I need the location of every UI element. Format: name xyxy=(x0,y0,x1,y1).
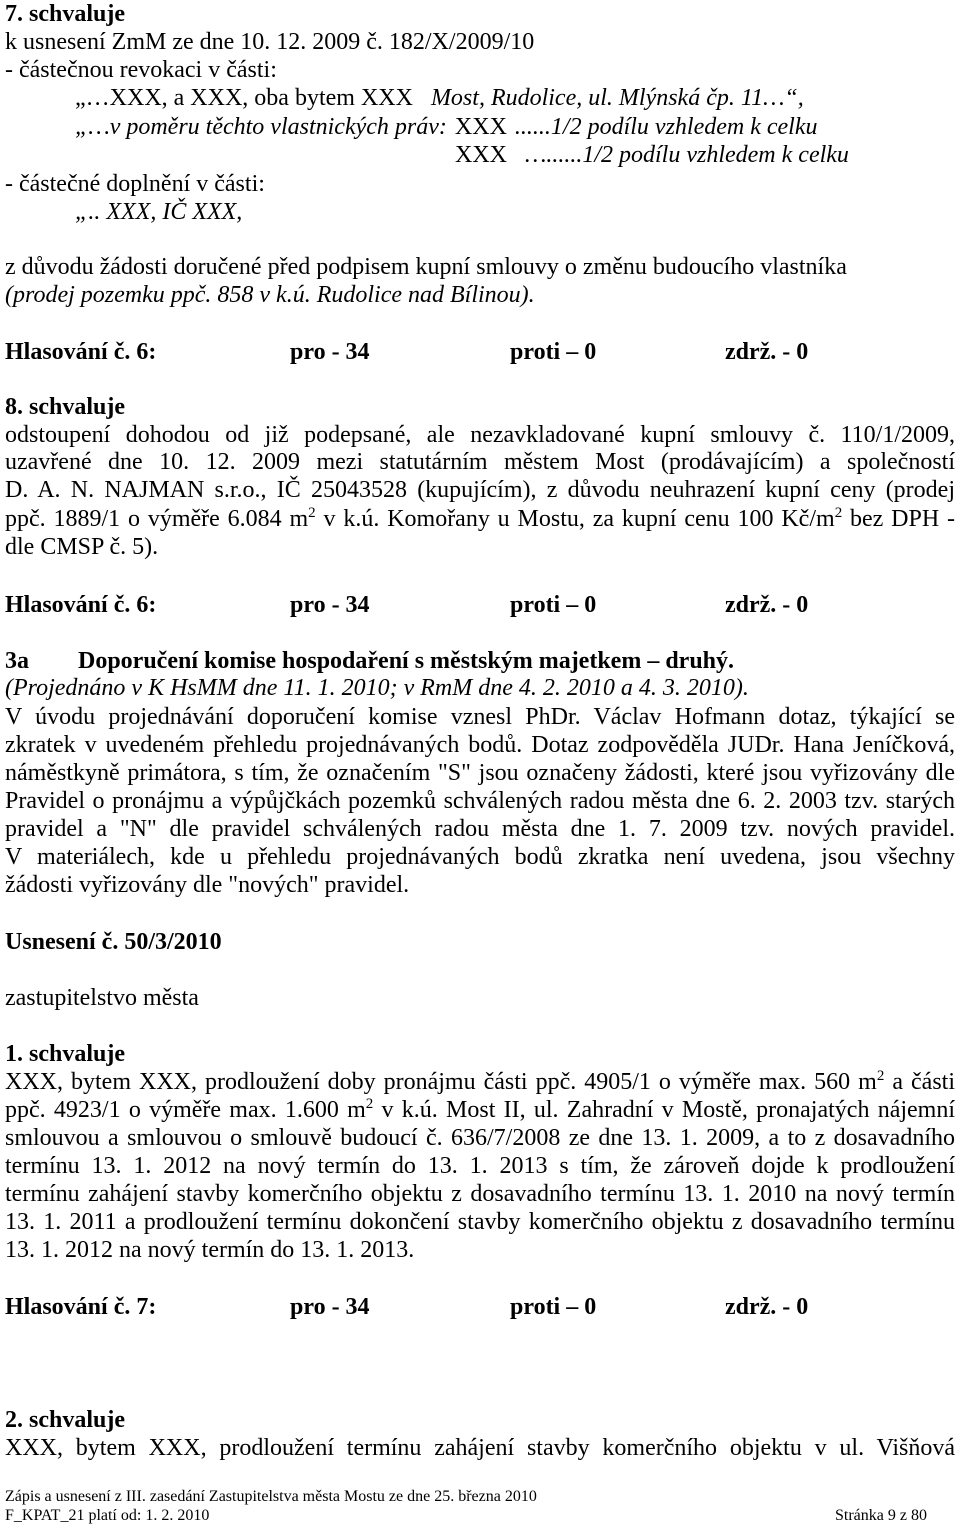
item1-line-2 xyxy=(5,1096,955,1124)
item7-reference: k usnesení ZmM ze dne 10. 12. 2009 č. 182/X/2009/10 xyxy=(5,29,535,55)
item7-reason-note: (prodej pozemku ppč. 858 v k.ú. Rudolice nad Bílinou). xyxy=(5,282,535,308)
item7-shares-line-2 xyxy=(455,141,849,169)
item1-line-1 xyxy=(5,1068,955,1096)
item7-revocation-address: Most, Rudolice, ul. Mlýnská čp. 11…“, xyxy=(430,85,804,111)
item7-addition-label: - částečné doplnění v části: xyxy=(5,171,265,197)
paragraph-line: Pravidel o pronájmu a výpůjčkách pozemků schválených radou města dne 6. 2. 2003 tzv. starých xyxy=(5,788,955,814)
footer-meta xyxy=(5,1507,955,1525)
text-after: v k.ú. Most II, ul. Zahradní v Mostě, pronajatých nájemní xyxy=(373,1097,955,1123)
item7-share-2-owner: XXX xyxy=(455,142,507,168)
item7-revocation-label: - částečnou revokaci v části: xyxy=(5,57,277,83)
paragraph-line: zkratek v uvedeném přehledu projednávaných bodů. Dotaz zodpověděla JUDr. Hana Jeníčková, xyxy=(5,732,955,758)
resolution-title: Usnesení č. 50/3/2010 xyxy=(5,929,222,955)
vote-for: pro - 34 xyxy=(290,592,370,618)
section-number: 3a xyxy=(5,648,29,674)
paragraph-line: pravidel a "N" dle pravidel schválených radou města dne 1. 7. 2009 tzv. nových pravidel. xyxy=(5,816,955,842)
section-title: Doporučení komise hospodaření s městským majetkem – druhý. xyxy=(78,648,735,674)
item1-vote xyxy=(5,1293,955,1321)
vote-against: proti – 0 xyxy=(510,592,597,618)
price-exponent: 2 xyxy=(834,505,843,521)
item7-addition-text: „.. XXX, IČ XXX, xyxy=(75,199,243,225)
resolution-body: zastupitelstvo města xyxy=(5,985,199,1011)
item8-last-line: dle CMSP č. 5). xyxy=(5,534,159,560)
item8-line: odstoupení dohodou od již podepsané, ale nezavkladované kupní smlouvy č. 110/1/2009, xyxy=(5,422,955,448)
area-text-before: ppč. 1889/1 o výměře 6.084 m xyxy=(5,506,309,532)
vote-against: proti – 0 xyxy=(510,1294,597,1320)
item1-heading: 1. schvaluje xyxy=(5,1041,125,1067)
item2-line-1: XXX, bytem XXX, prodloužení termínu zahájení stavby komerčního objektu v ul. Višňová xyxy=(5,1435,955,1461)
vote-against: proti – 0 xyxy=(510,339,597,365)
item7-revocation-parties: „…XXX, a XXX, oba bytem XXX xyxy=(75,85,413,111)
footer-title: Zápis a usnesení z III. zasedání Zastupitelstva města Mostu ze dne 25. března 2010 xyxy=(5,1488,537,1505)
vote-label: Hlasování č. 6: xyxy=(5,339,157,365)
vote-abstain: zdrž. - 0 xyxy=(725,592,809,618)
item2-heading: 2. schvaluje xyxy=(5,1407,125,1433)
item8-heading: 8. schvaluje xyxy=(5,394,125,420)
area-exponent: 2 xyxy=(308,505,316,521)
footer-form-code: F_KPAT_21 platí od: 1. 2. 2010 xyxy=(5,1507,210,1524)
section-3a-heading xyxy=(5,647,955,675)
item7-heading: 7. schvaluje xyxy=(5,1,125,27)
footer-page-number: Stránka 9 z 80 xyxy=(835,1507,927,1524)
section-3a-note: (Projednáno v K HsMM dne 11. 1. 2010; v RmM dne 4. 2. 2010 a 4. 3. 2010). xyxy=(5,675,749,701)
area-exponent: 2 xyxy=(365,1096,374,1112)
item1-line: termínu 13. 1. 2012 na nový termín do 13. 1. 2013 s tím, že zároveň dojde k prodloužení xyxy=(5,1153,955,1179)
area-text-middle: v k.ú. Komořany u Mostu, za kupní cenu 100 Kč/m xyxy=(315,506,835,532)
item7-vote xyxy=(5,338,955,366)
item7-shares-line-1 xyxy=(75,113,817,141)
item7-shares-intro: „…v poměru těchto vlastnických práv: xyxy=(75,114,447,140)
item8-area-line xyxy=(5,505,955,533)
item7-share-1-text: ......1/2 podílu vzhledem k celku xyxy=(514,114,818,140)
paragraph-line: V materiálech, kde u přehledu projednávaných bodů zkratka není uvedena, jsou všechny xyxy=(5,844,955,870)
text-after: a části xyxy=(884,1069,955,1095)
area-exponent: 2 xyxy=(876,1068,885,1084)
vote-label: Hlasování č. 6: xyxy=(5,592,157,618)
item7-reason: z důvodu žádosti doručené před podpisem kupní smlouvy o změnu budoucího vlastníka xyxy=(5,254,847,280)
item1-last-line: 13. 1. 2012 na nový termín do 13. 1. 2013. xyxy=(5,1237,415,1263)
vote-abstain: zdrž. - 0 xyxy=(725,339,809,365)
item7-share-2-text: …......1/2 podílu vzhledem k celku xyxy=(525,142,849,168)
vote-for: pro - 34 xyxy=(290,1294,370,1320)
vote-label: Hlasování č. 7: xyxy=(5,1294,157,1320)
item8-line: uzavřené dne 10. 12. 2009 mezi statutárním městem Most (prodávajícím) a společností xyxy=(5,449,955,475)
paragraph-line: žádosti vyřizovány dle "nových" pravidel. xyxy=(5,872,410,898)
vote-abstain: zdrž. - 0 xyxy=(725,1294,809,1320)
item7-revocation-line xyxy=(75,84,804,112)
item7-share-1-owner: XXX xyxy=(454,114,507,140)
area-text-after: bez DPH - xyxy=(842,506,956,532)
item8-vote xyxy=(5,591,955,619)
paragraph-line: V úvodu projednávání doporučení komise vznesl PhDr. Václav Hofmann dotaz, týkající se xyxy=(5,704,955,730)
text-before: XXX, bytem XXX, prodloužení doby pronájmu části ppč. 4905/1 o výměře max. 560 m xyxy=(5,1069,877,1095)
item1-line: smlouvou a smlouvou o smlouvě budoucí č. 636/7/2008 ze dne 13. 1. 2009, a to z dosavadního xyxy=(5,1125,955,1151)
item1-line: termínu zahájení stavby komerčního objektu z dosavadního termínu 13. 1. 2010 na nový termín xyxy=(5,1181,955,1207)
item1-line: 13. 1. 2011 a prodloužení termínu dokončení stavby komerčního objektu z dosavadního termínu xyxy=(5,1209,955,1235)
paragraph-line: náměstkyně primátora, s tím, že označením "S" jsou označeny žádosti, které jsou vyřizovány dle xyxy=(5,760,955,786)
item8-line: D. A. N. NAJMAN s.r.o., IČ 25043528 (kupujícím), z důvodu neuhrazení kupní ceny (prodej xyxy=(5,477,955,503)
vote-for: pro - 34 xyxy=(290,339,370,365)
text-before: ppč. 4923/1 o výměře max. 1.600 m xyxy=(5,1097,366,1123)
